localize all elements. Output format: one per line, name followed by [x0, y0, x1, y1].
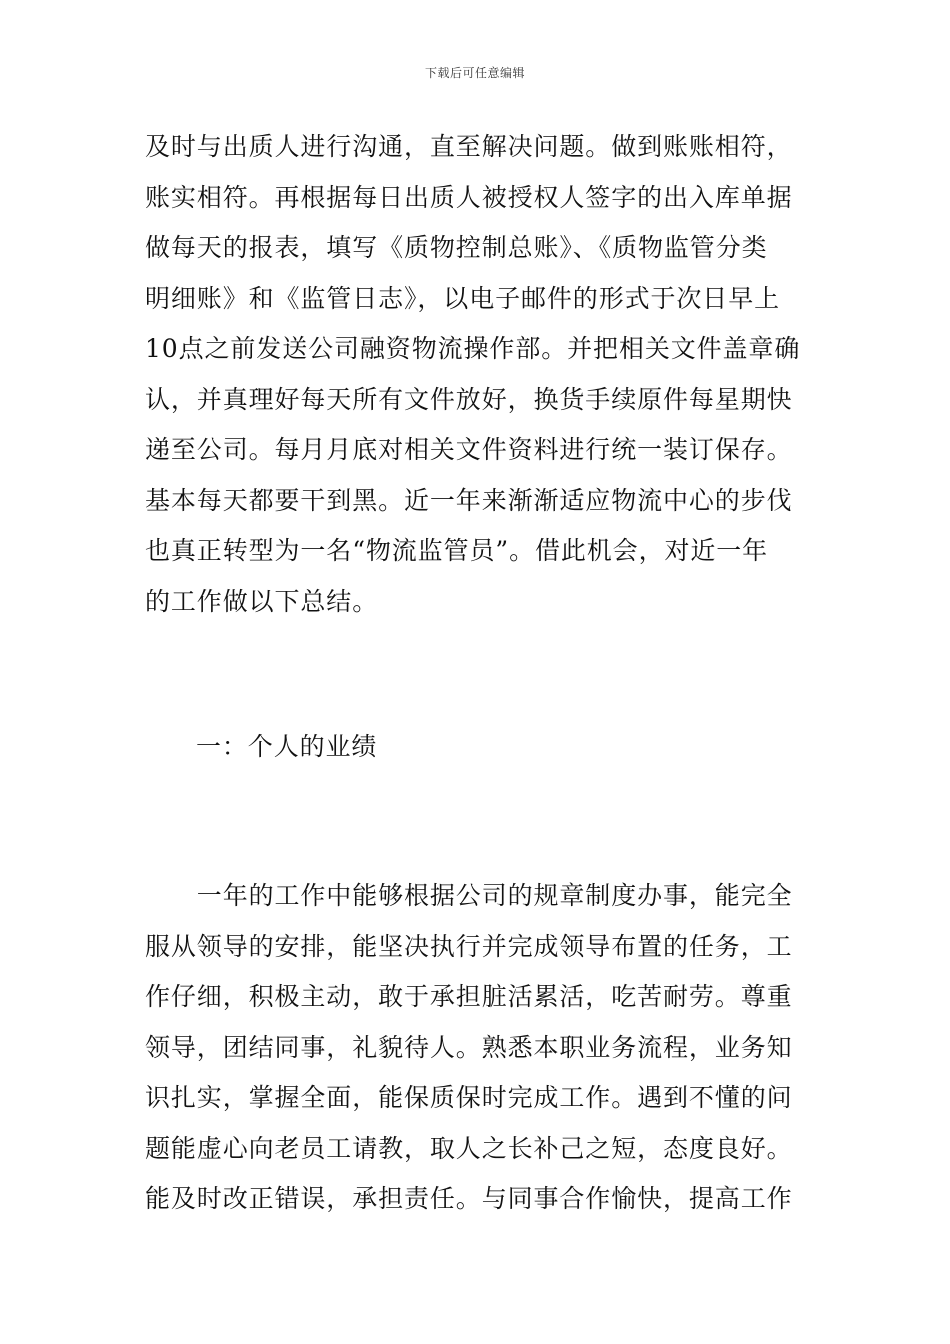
text-line: 一年的工作中能够根据公司的规章制度办事，能完全 — [145, 881, 793, 910]
text-line: 递至公司。每月月底对相关文件资料进行统一装订保存。 — [145, 435, 793, 464]
text-line: 领导，团结同事，礼貌待人。熟悉本职业务流程，业务知 — [145, 1032, 793, 1062]
text-line: 能及时改正错误，承担责任。与同事合作愉快，提高工作 — [145, 1184, 793, 1213]
text-line: 基本每天都要干到黑。近一年来渐渐适应物流中心的步伐 — [145, 485, 793, 515]
text-line: 明细账》和《监管日志》，以电子邮件的形式于次日早上 — [145, 283, 781, 313]
text-line: 作仔细，积极主动，敢于承担脏活累活，吃苦耐劳。尊重 — [145, 982, 793, 1011]
text-line: 识扎实，掌握全面，能保质保时完成工作。遇到不懂的问 — [145, 1083, 793, 1112]
text-line: 也真正转型为一名“物流监管员”。借此机会，对近一年 — [145, 536, 769, 565]
text-line: 题能虚心向老员工请教，取人之长补己之短，态度良好。 — [145, 1133, 793, 1163]
page-header: 下载后可任意编辑 — [424, 66, 525, 80]
text-line: 的工作做以下总结。 — [145, 586, 379, 616]
text-line: 认，并真理好每天所有文件放好，换货手续原件每星期快 — [145, 384, 793, 414]
paragraph-achievements — [145, 871, 807, 1225]
section-heading: 一：个人的业绩 — [196, 732, 378, 761]
paragraph-continuation — [145, 122, 807, 627]
text-line: 账实相符。再根据每日出质人被授权人签字的出入库单据 — [145, 182, 793, 212]
text-line: 服从领导的安排，能坚决执行并完成领导布置的任务，工 — [145, 931, 793, 961]
text-line: 做每天的报表，填写《质物控制总账》、《质物监管分类 — [145, 233, 768, 262]
text-line: 10点之前发送公司融资物流操作部。并把相关文件盖章确 — [145, 334, 801, 363]
text-line: 及时与出质人进行沟通，直至解决问题。做到账账相符， — [145, 132, 793, 161]
